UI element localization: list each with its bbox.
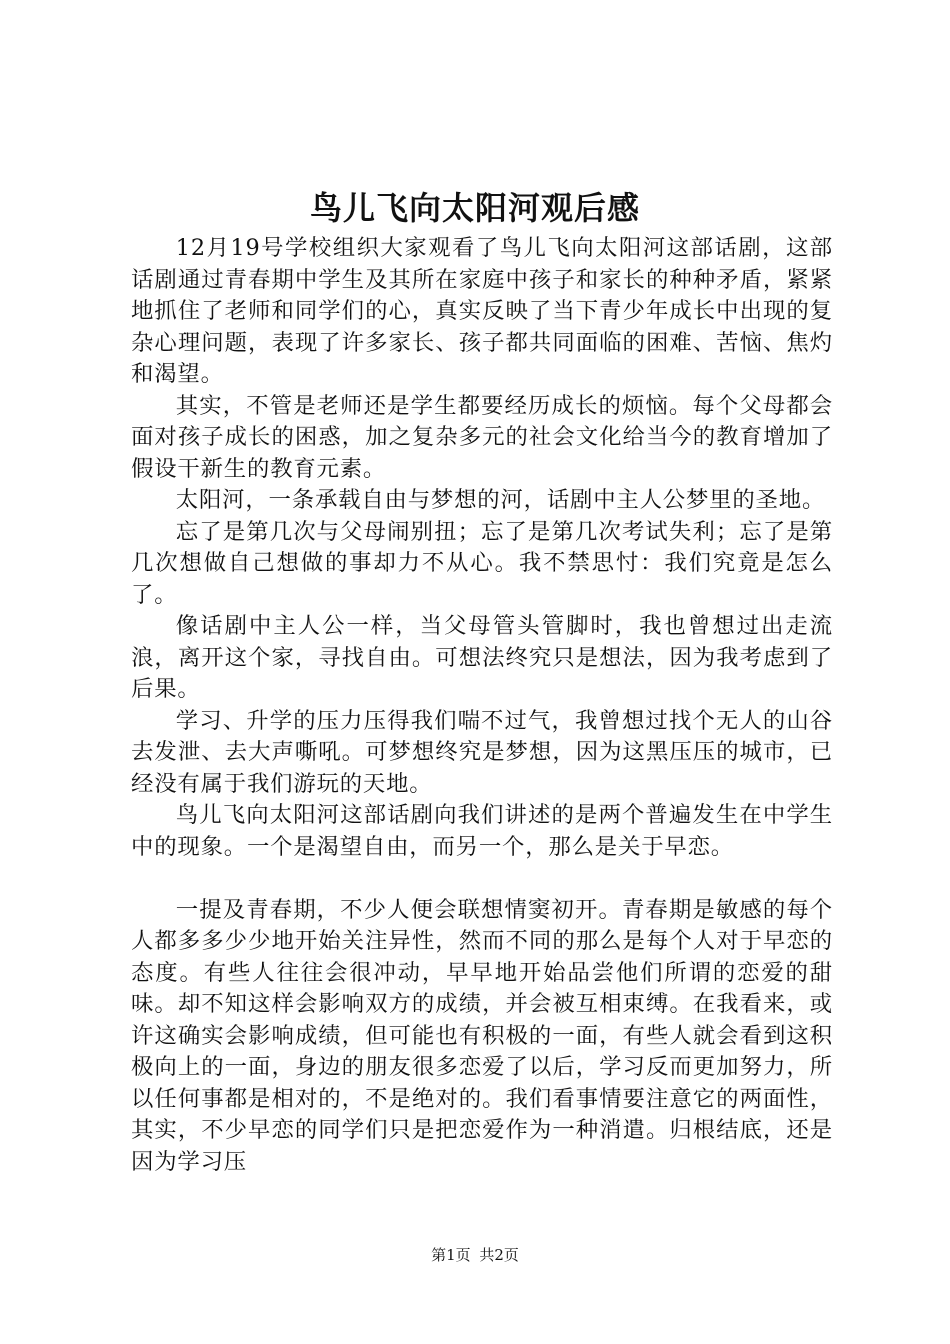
page-total: 共2页 xyxy=(479,1246,519,1264)
paragraph-4: 忘了是第几次与父母闹别扭；忘了是第几次考试失利；忘了是第几次想做自己想做的事却力不从心。我不禁思忖：我们究竟是怎么了。 xyxy=(131,518,833,608)
page-title: 鸟儿飞向太阳河观后感 xyxy=(309,189,640,227)
document-body xyxy=(131,233,833,1178)
page-footer xyxy=(0,1245,950,1265)
paragraph-gap xyxy=(131,863,833,895)
paragraph-8: 一提及青春期，不少人便会联想情窦初开。青春期是敏感的每个人都多多少少地开始关注异性，然而不同的那么是每个人对于早恋的态度。有些人往往会很冲动，早早地开始品尝他们所谓的恋爱的甜味。却不知这样会影响双方的成绩，并会被互相束缚。在我看来，或许这确实会影响成绩，但可能也有积极的一面，有些人就会看到这积极向上的一面，身边的朋友很多恋爱了以后，学习反而更加努力，所以任何事都是相对的，不是绝对的。我们看事情要注意它的两面性，其实，不少早恋的同学们只是把恋爱作为一种消遣。归根结底，还是因为学习压 xyxy=(131,896,833,1175)
paragraph-3: 太阳河，一条承载自由与梦想的河，话剧中主人公梦里的圣地。 xyxy=(175,487,826,513)
paragraph-6: 学习、升学的压力压得我们喘不过气，我曾想过找个无人的山谷去发泄、去大声嘶吼。可梦想终究是梦想，因为这黑压压的城市，已经没有属于我们游玩的天地。 xyxy=(131,707,833,797)
paragraph-7: 鸟儿飞向太阳河这部话剧向我们讲述的是两个普遍发生在中学生中的现象。一个是渴望自由，而另一个，那么是关于早恋。 xyxy=(131,802,833,860)
paragraph-5: 像话剧中主人公一样，当父母管头管脚时，我也曾想过出走流浪，离开这个家，寻找自由。可想法终究只是想法，因为我考虑到了后果。 xyxy=(131,613,833,702)
paragraph-1: 12月19号学校组织大家观看了鸟儿飞向太阳河这部话剧，这部话剧通过青春期中学生及其所在家庭中孩子和家长的种种矛盾，紧紧地抓住了老师和同学们的心，真实反映了当下青少年成长中出现的复杂心理问题，表现了许多家长、孩子都共同面临的困难、苦恼、焦灼和渴望。 xyxy=(131,235,833,387)
paragraph-2: 其实，不管是老师还是学生都要经历成长的烦恼。每个父母都会面对孩子成长的困惑，加之复杂多元的社会文化给当今的教育增加了假设干新生的教育元素。 xyxy=(131,392,833,482)
page-number: 第1页 xyxy=(431,1246,471,1264)
